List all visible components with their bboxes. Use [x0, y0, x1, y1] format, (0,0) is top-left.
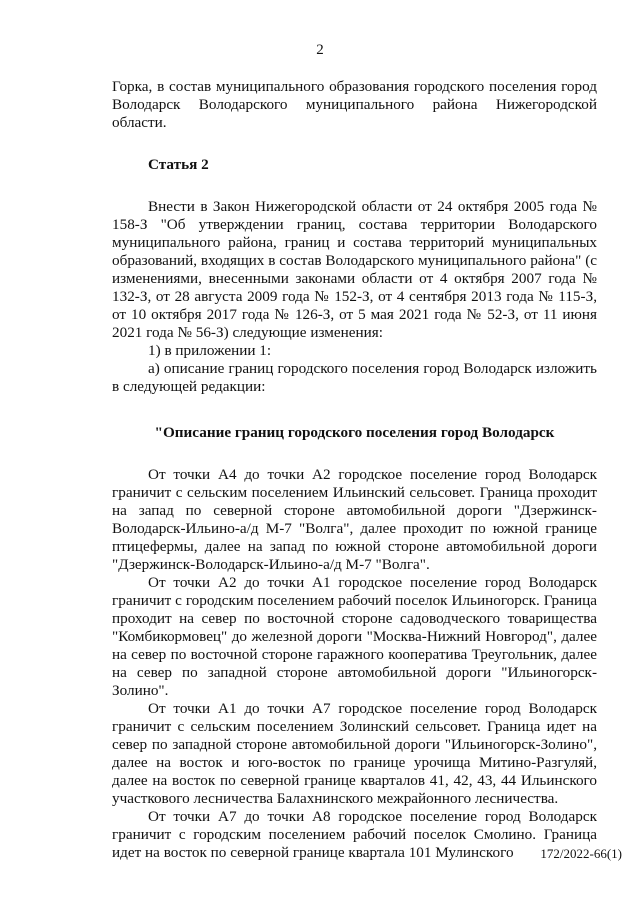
paragraph-boundary-a2-a1: От точки А2 до точки А1 городское поселение город Володарск граничит с городским поселением рабочий поселок Ильиногорск. Граница проходит на север по восточной стороне садоводческого товарищества "Комбикормовец" до железной дороги "Москва-Нижний Новгород", далее на север по восточной стороне гаражного кооператива Треугольник, далее на север по западной стороне автомобильной дороги "Ильиногорск-Золино".: [112, 574, 597, 699]
paragraph-boundary-a7-a8: От точки А7 до точки А8 городское поселение город Володарск граничит с городским поселением рабочий поселок Смолино. Граница идет на восток по северной границе квартала 101 Мулинского: [112, 808, 597, 861]
paragraph-continuation: Горка, в состав муниципального образования городского поселения город Володарск Володарского муниципального района Нижегородской области.: [112, 78, 597, 131]
document-code: 172/2022-66(1): [540, 846, 622, 861]
paragraph-appendix: 1) в приложении 1:: [148, 342, 272, 359]
paragraph-boundary-a1-a7: От точки А1 до точки А7 городское поселение город Володарск граничит с сельским поселением Золинский сельсовет. Граница идет на север по западной стороне автомобильной дороги "Ильиногорск-Золино", далее на восток и юго-восток по границе урочища Митино-Разгуляй, далее на восток по северной границе кварталов 41, 42, 43, 44 Ильинского участкового лесничества Балахнинского межрайонного лесничества.: [112, 700, 597, 807]
paragraph-description-intro: а) описание границ городского поселения город Володарск изложить в следующей редакции:: [112, 360, 597, 395]
paragraph-boundary-a4-a2: От точки А4 до точки А2 городское поселение город Володарск граничит с сельским поселением Ильинский сельсовет. Граница проходит на запад по северной стороне автомобильной дороги "Дзержинск-Володарск-Ильино-а/д М-7 "Волга", далее проходит по южной границе птицефермы, далее на запад по южной стороне автомобильной дороги "Дзержинск-Володарск-Ильино-а/д М-7 "Волга".: [112, 466, 597, 573]
article-heading: Статья 2: [148, 156, 209, 173]
page-number: 2: [316, 42, 324, 58]
section-heading: "Описание границ городского поселения город Володарск: [154, 424, 555, 441]
paragraph-amendment: Внести в Закон Нижегородской области от 24 октября 2005 года № 158-З "Об утверждении границ, состава территории Володарского муниципального района, границ и состава территорий муниципальных образований, входящих в состав Володарского муниципального района" (с изменениями, внесенными законами области от 4 октября 2007 года № 132-З, от 28 августа 2009 года № 152-З, от 4 сентября 2013 года № 115-З, от 10 октября 2017 года № 126-З, от 5 мая 2021 года № 52-З, от 11 июня 2021 года № 56-З) следующие изменения:: [112, 198, 597, 341]
document-body: [112, 78, 597, 862]
